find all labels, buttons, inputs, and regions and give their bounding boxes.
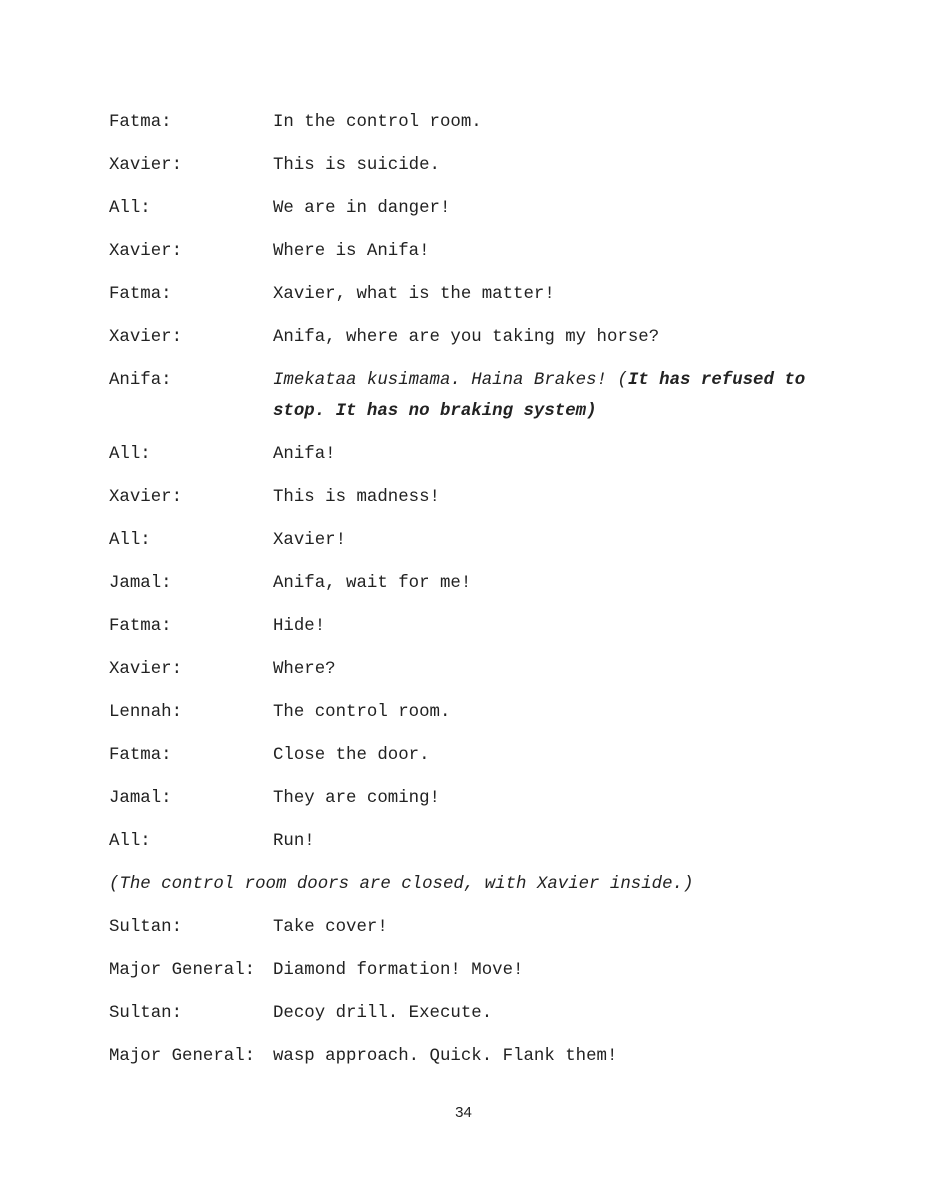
dialogue-text: Close the door. xyxy=(273,746,430,765)
dialogue-line xyxy=(109,236,849,267)
translation-bold-italic-text: It has refused to stop. It has no braking system) xyxy=(273,371,806,421)
speaker-name: Fatma: xyxy=(109,617,172,636)
dialogue-text: Hide! xyxy=(273,617,326,636)
dialogue-line xyxy=(109,826,849,857)
dialogue-line xyxy=(109,279,849,310)
dialogue-line xyxy=(109,568,849,599)
dialogue-line xyxy=(109,322,849,353)
dialogue-text: Anifa! xyxy=(273,445,336,464)
speaker-name: All: xyxy=(109,832,151,851)
dialogue-text: Decoy drill. Execute. xyxy=(273,1004,493,1023)
speaker-name: Major General: xyxy=(109,1047,256,1066)
dialogue-line xyxy=(109,1041,849,1072)
dialogue-line xyxy=(109,150,849,181)
dialogue-text: Anifa, where are you taking my horse? xyxy=(273,328,660,347)
dialogue-text: Where? xyxy=(273,660,336,679)
speaker-name: Jamal: xyxy=(109,574,172,593)
speaker-name: Fatma: xyxy=(109,285,172,304)
dialogue-text: Xavier! xyxy=(273,531,347,550)
dialogue-line xyxy=(109,955,849,986)
dialogue-line xyxy=(109,783,849,814)
dialogue-text: Where is Anifa! xyxy=(273,242,430,261)
speaker-name: Fatma: xyxy=(109,113,172,132)
speaker-name: Xavier: xyxy=(109,660,183,679)
dialogue-text: The control room. xyxy=(273,703,451,722)
dialogue-line xyxy=(109,611,849,642)
dialogue-text: They are coming! xyxy=(273,789,440,808)
speaker-name: Jamal: xyxy=(109,789,172,808)
dialogue-text: In the control room. xyxy=(273,113,482,132)
dialogue-line xyxy=(109,740,849,771)
dialogue-line xyxy=(109,365,849,427)
dialogue-line xyxy=(109,912,849,943)
speaker-name: Major General: xyxy=(109,961,256,980)
speaker-name: Xavier: xyxy=(109,488,183,507)
page-number: 34 xyxy=(455,1104,472,1121)
dialogue-text: Diamond formation! Move! xyxy=(273,961,524,980)
dialogue-text xyxy=(273,365,849,427)
dialogue-text: Run! xyxy=(273,832,315,851)
dialogue-line xyxy=(109,697,849,728)
speaker-name: Sultan: xyxy=(109,918,183,937)
stage-direction: (The control room doors are closed, with Xavier inside.) xyxy=(109,875,694,894)
dialogue-line xyxy=(109,998,849,1029)
dialogue-text: We are in danger! xyxy=(273,199,451,218)
speaker-name: All: xyxy=(109,445,151,464)
dialogue-text: Anifa, wait for me! xyxy=(273,574,472,593)
dialogue-text: wasp approach. Quick. Flank them! xyxy=(273,1047,618,1066)
speaker-name: Xavier: xyxy=(109,156,183,175)
speaker-name: Lennah: xyxy=(109,703,183,722)
dialogue-line xyxy=(109,107,849,138)
dialogue-line xyxy=(109,482,849,513)
speaker-name: Anifa: xyxy=(109,371,172,390)
swahili-italic-text: Imekataa kusimama. Haina Brakes! ( xyxy=(273,371,628,390)
speaker-name: Xavier: xyxy=(109,242,183,261)
speaker-name: Fatma: xyxy=(109,746,172,765)
dialogue-line xyxy=(109,439,849,470)
dialogue-text: Xavier, what is the matter! xyxy=(273,285,555,304)
dialogue-line xyxy=(109,193,849,224)
dialogue-line xyxy=(109,525,849,556)
speaker-name: All: xyxy=(109,199,151,218)
dialogue-line xyxy=(109,654,849,685)
speaker-name: All: xyxy=(109,531,151,550)
dialogue-text: Take cover! xyxy=(273,918,388,937)
speaker-name: Xavier: xyxy=(109,328,183,347)
dialogue-text: This is madness! xyxy=(273,488,440,507)
script-body xyxy=(109,107,849,1084)
speaker-name: Sultan: xyxy=(109,1004,183,1023)
dialogue-text: This is suicide. xyxy=(273,156,440,175)
